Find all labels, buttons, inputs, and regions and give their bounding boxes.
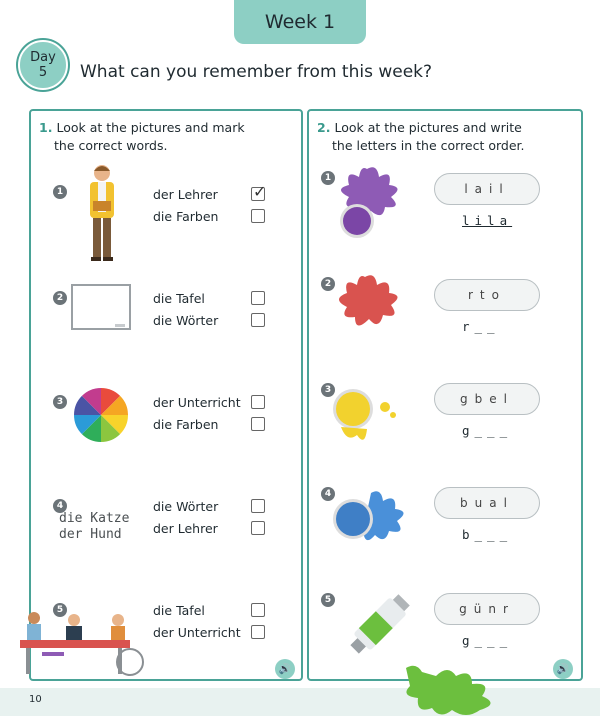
scrambled-letters: lail <box>434 173 540 205</box>
choice-word: die Wörter <box>153 499 219 514</box>
checkbox[interactable] <box>251 499 265 513</box>
audio-speaker-icon[interactable]: 🔊 <box>553 659 573 679</box>
red-paint-splash-picture <box>327 271 409 341</box>
choice-word: der Lehrer <box>153 187 218 202</box>
instruction-line: the correct words. <box>54 138 168 153</box>
choice-word: die Tafel <box>153 291 205 306</box>
checkbox[interactable] <box>251 313 265 327</box>
instruction-line: Look at the pictures and write <box>334 120 522 135</box>
answer-field[interactable]: g___ <box>462 423 513 438</box>
choice-word: die Wörter <box>153 313 219 328</box>
checkbox[interactable] <box>251 603 265 617</box>
checkbox[interactable] <box>251 521 265 535</box>
exercise-1-panel <box>29 109 303 681</box>
yellow-paint-splash-picture <box>327 377 409 451</box>
checkbox[interactable] <box>251 209 265 223</box>
exercise-2-panel <box>307 109 583 681</box>
day-number: 5 <box>38 65 48 80</box>
green-paint-splash-picture <box>396 660 506 716</box>
answer-field[interactable]: g___ <box>462 633 513 648</box>
checkbox-checked[interactable] <box>251 182 267 201</box>
answer-field[interactable]: r__ <box>462 319 500 334</box>
teacher-picture <box>77 163 127 263</box>
exercise-2-number: 2. <box>317 120 331 135</box>
scrambled-letters: gbel <box>434 383 540 415</box>
checkbox[interactable] <box>251 395 265 409</box>
instruction-line: the letters in the correct order. <box>332 138 525 153</box>
day-badge <box>18 40 68 90</box>
handwritten-line: der Hund <box>59 527 122 542</box>
checkbox[interactable] <box>251 417 265 431</box>
item-number: 2 <box>53 291 67 305</box>
page-heading: What can you remember from this week? <box>80 62 433 82</box>
whiteboard-picture <box>71 284 133 332</box>
choice-word: der Lehrer <box>153 521 218 536</box>
answer-field[interactable]: lila <box>462 213 513 228</box>
handwritten-words <box>59 511 129 543</box>
choice-word: die Farben <box>153 417 219 432</box>
audio-speaker-icon[interactable]: 🔊 <box>275 659 295 679</box>
exercise-1-instruction <box>39 119 289 155</box>
answer-field[interactable]: b___ <box>462 527 513 542</box>
item-number: 5 <box>321 593 335 607</box>
choice-word: die Tafel <box>153 603 205 618</box>
item-number: 4 <box>321 487 335 501</box>
check-mark-icon: ✓ <box>253 182 267 201</box>
day-label: Day <box>30 50 56 65</box>
instruction-line: Look at the pictures and mark <box>56 120 245 135</box>
item-number: 1 <box>321 171 335 185</box>
checkbox[interactable] <box>251 291 265 305</box>
choice-word: die Farben <box>153 209 219 224</box>
item-number: 5 <box>53 603 67 617</box>
item-number: 3 <box>321 383 335 397</box>
item-number: 3 <box>53 395 67 409</box>
scrambled-letters: rto <box>434 279 540 311</box>
footer-band <box>0 688 600 716</box>
scrambled-letters: günr <box>434 593 540 625</box>
scrambled-letters: bual <box>434 487 540 519</box>
item-number: 1 <box>53 185 67 199</box>
choice-word: der Unterricht <box>153 625 241 640</box>
exercise-1-number: 1. <box>39 120 53 135</box>
choice-word: der Unterricht <box>153 395 241 410</box>
color-wheel-picture <box>73 387 129 443</box>
page-number: 10 <box>29 694 42 705</box>
item-number: 2 <box>321 277 335 291</box>
handwritten-line: die Katze <box>59 511 130 526</box>
exercise-2-instruction <box>317 119 567 155</box>
checkbox[interactable] <box>251 625 265 639</box>
classroom-picture <box>14 610 146 680</box>
blue-paint-splash-picture <box>327 483 413 553</box>
item-number: 4 <box>53 499 67 513</box>
green-paint-tube-picture <box>333 591 413 671</box>
purple-paint-splash-picture <box>327 161 409 241</box>
week-tab: Week 1 <box>234 0 366 44</box>
